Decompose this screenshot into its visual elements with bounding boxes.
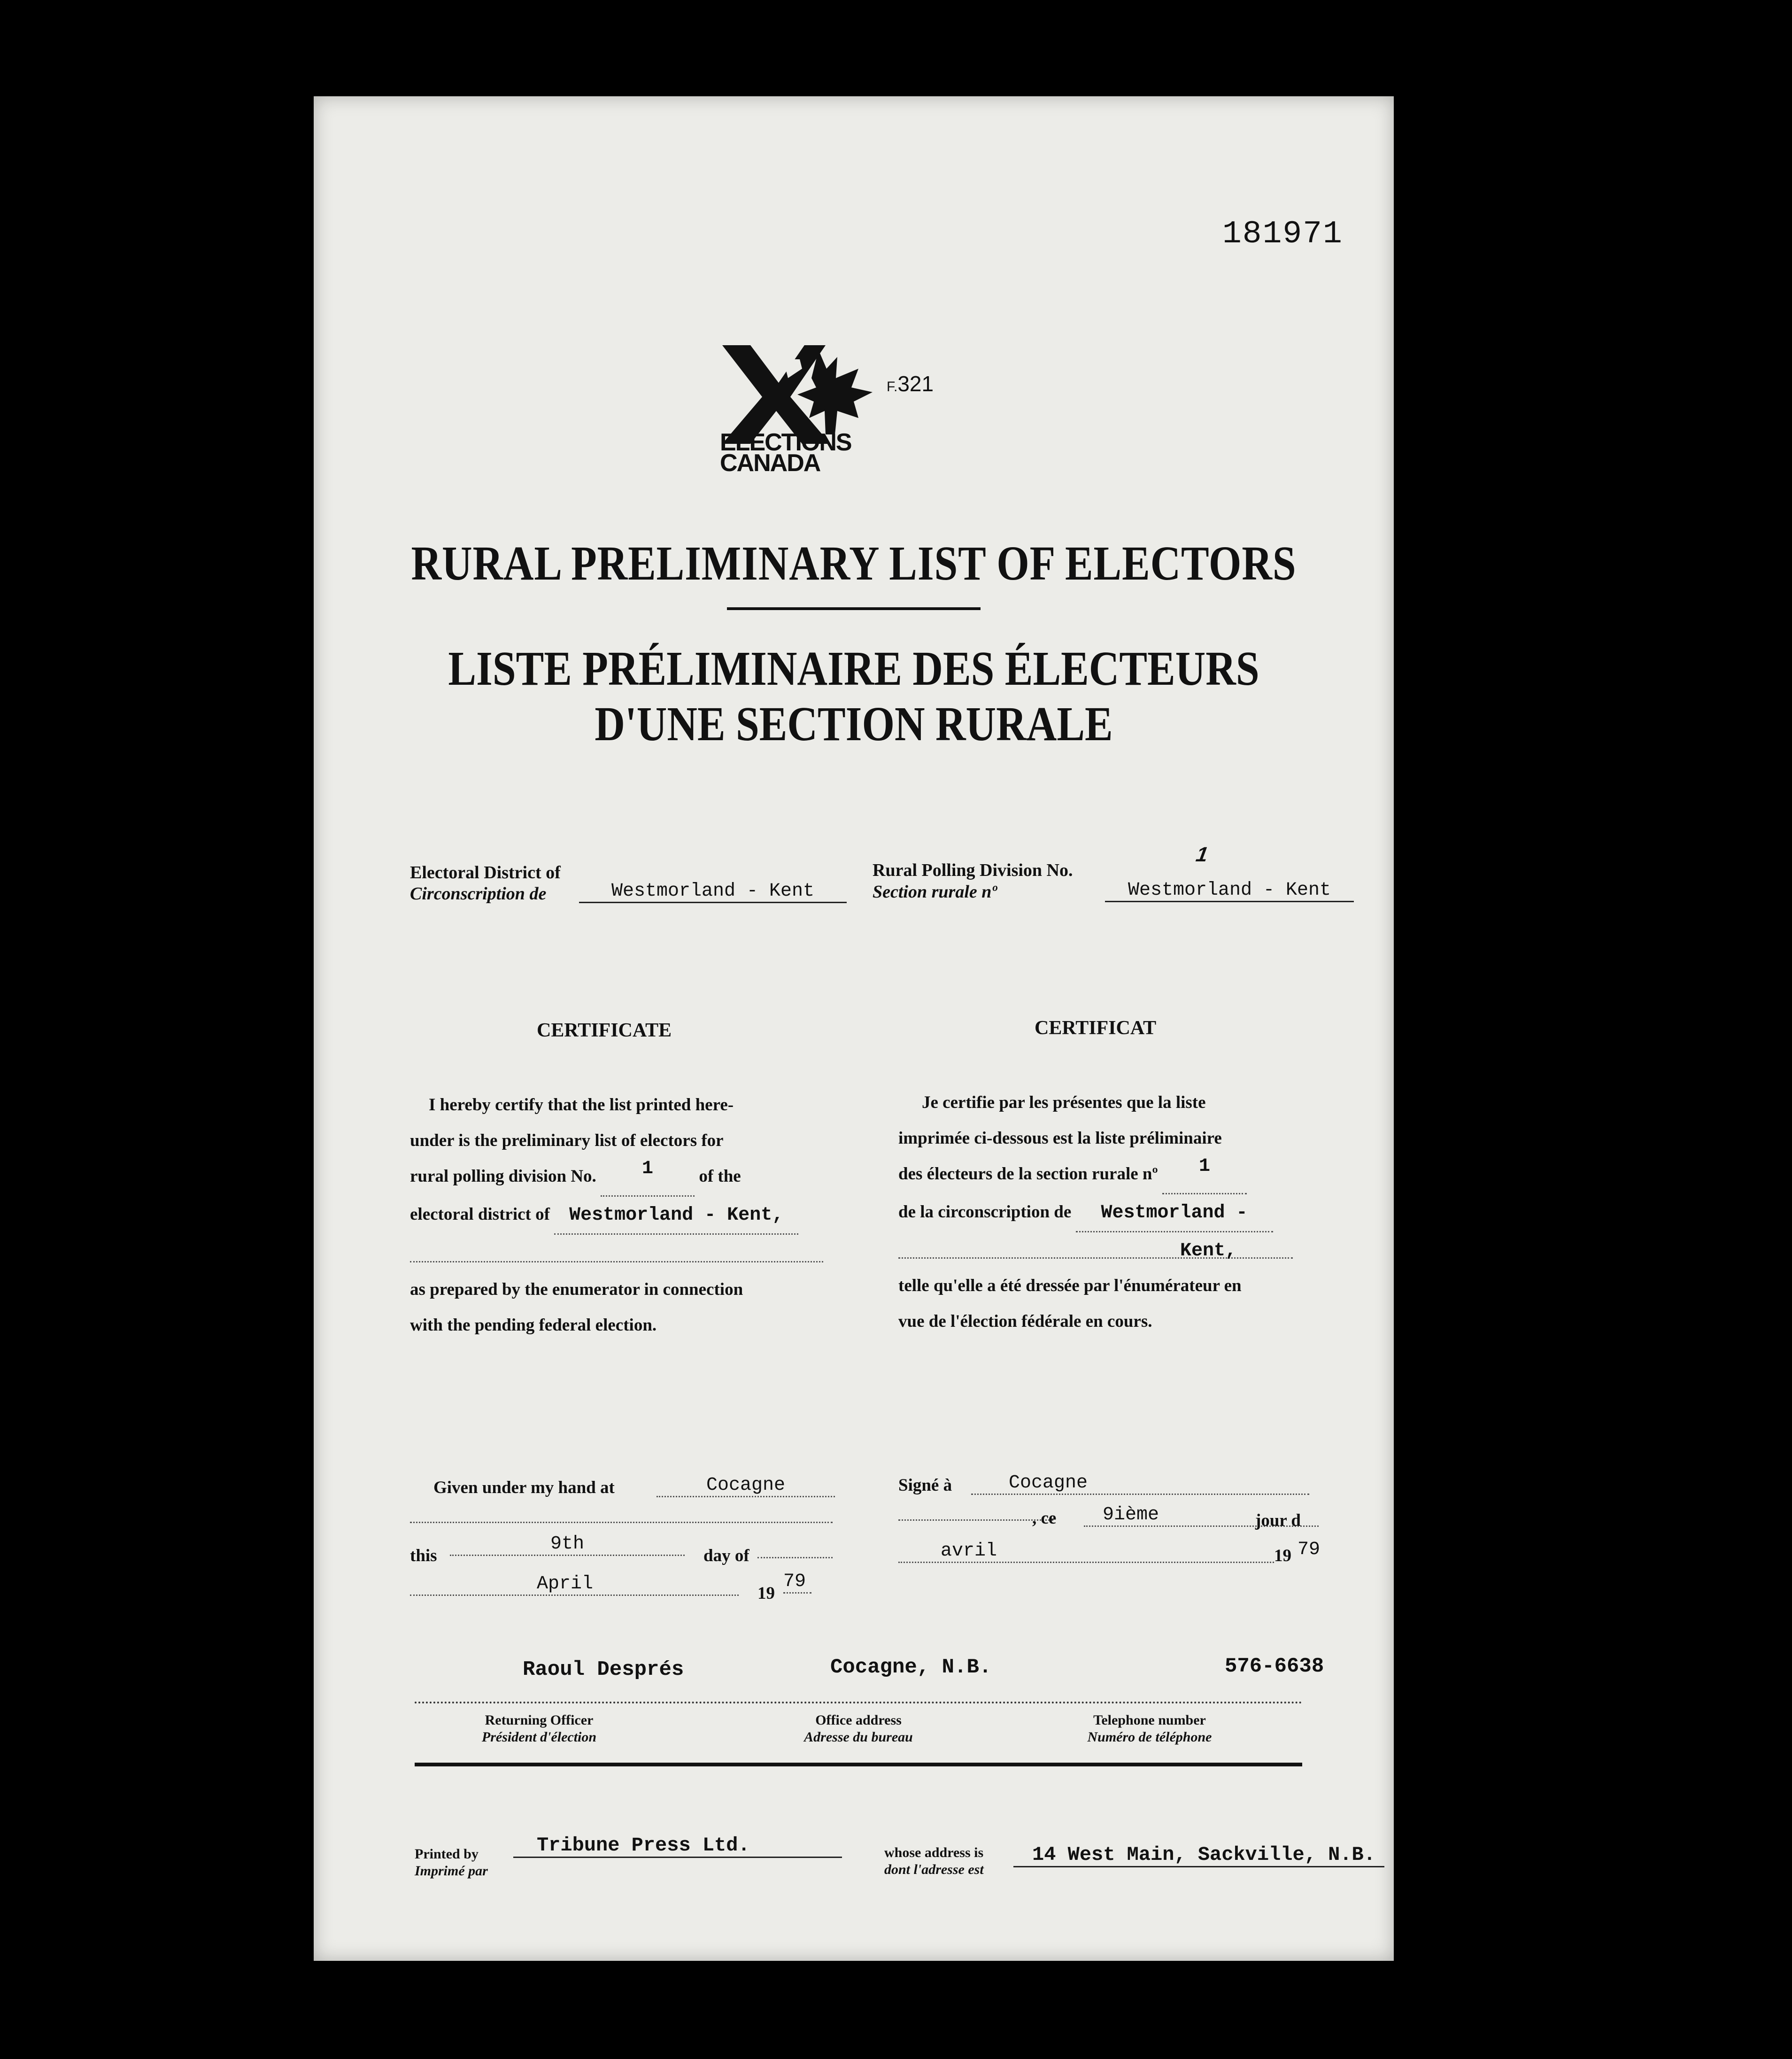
cert-en-place: Cocagne bbox=[657, 1475, 835, 1497]
cert-fr-district-value-1: Westmorland - bbox=[1076, 1195, 1273, 1232]
officer-office-label-en: Office address bbox=[815, 1712, 902, 1728]
cert-fr-line4 bbox=[898, 1194, 1330, 1232]
logo-text-elections: ELECTIONS bbox=[720, 429, 851, 456]
cert-en-this-label: this bbox=[410, 1546, 437, 1565]
district-label-fr: Circonscription de bbox=[410, 884, 547, 904]
title-french bbox=[389, 641, 1318, 752]
cert-en-line4 bbox=[410, 1197, 833, 1235]
serial-number: 181971 bbox=[1222, 216, 1343, 252]
officer-office-label-fr: Adresse du bureau bbox=[804, 1729, 913, 1745]
cert-fr-line6: telle qu'elle a été dressée par l'énumérateur en bbox=[898, 1276, 1242, 1295]
title-french-line1: LISTE PRÉLIMINAIRE DES ÉLECTEURS bbox=[448, 642, 1259, 696]
printer-label-en: Printed by bbox=[415, 1846, 479, 1862]
section-divider bbox=[415, 1763, 1302, 1766]
cert-fr-place: Cocagne bbox=[971, 1472, 1309, 1495]
cert-fr-line5 bbox=[898, 1232, 1293, 1262]
district-value: Westmorland - Kent bbox=[579, 881, 847, 903]
cert-fr-year-prefix: 19 bbox=[1274, 1546, 1291, 1565]
officer-name-label bbox=[469, 1712, 610, 1746]
officer-office: Cocagne, N.B. bbox=[830, 1656, 992, 1679]
form-number-value: 321 bbox=[897, 372, 934, 396]
polling-division-handwritten-mark: 1 bbox=[1192, 843, 1213, 866]
title-english: RURAL PRELIMINARY LIST OF ELECTORS bbox=[411, 536, 1297, 590]
form-number bbox=[887, 371, 934, 396]
logo-text-canada: CANADA bbox=[720, 449, 820, 477]
cert-en-line2: under is the preliminary list of electors for bbox=[410, 1131, 724, 1150]
polling-division-label-en: Rural Polling Division No. bbox=[873, 860, 1073, 880]
cert-en-day-of-label: day of bbox=[703, 1546, 749, 1565]
cert-en-line3a: rural polling division No. bbox=[410, 1167, 596, 1186]
certificate-heading-fr: CERTIFICAT bbox=[1035, 1017, 1157, 1039]
cert-en-line3 bbox=[410, 1159, 833, 1197]
title-divider bbox=[727, 607, 981, 610]
polling-division-label-fr: Section rurale nº bbox=[873, 882, 997, 902]
printer-address-label bbox=[884, 1844, 984, 1878]
cert-fr-month: avril bbox=[898, 1540, 1274, 1563]
cert-en-place-line2 bbox=[410, 1508, 833, 1523]
cert-en-month: April bbox=[410, 1573, 739, 1596]
officer-name-label-fr: Président d'élection bbox=[481, 1729, 597, 1745]
cert-en-line7: with the pending federal election. bbox=[410, 1316, 657, 1335]
cert-fr-line7: vue de l'élection fédérale en cours. bbox=[898, 1312, 1152, 1331]
officer-signature-line bbox=[415, 1702, 1302, 1703]
cert-fr-ce-label: , ce bbox=[1032, 1509, 1057, 1528]
officer-phone: 576-6638 bbox=[1225, 1655, 1324, 1678]
cert-fr-division-no: 1 bbox=[1198, 1156, 1210, 1177]
certificate-heading-en: CERTIFICATE bbox=[537, 1020, 672, 1041]
cert-fr-jour-label: jour d bbox=[1255, 1511, 1301, 1530]
cert-en-given-label: Given under my hand at bbox=[433, 1478, 615, 1497]
cert-fr-line3 bbox=[898, 1156, 1330, 1194]
cert-fr-ce-line bbox=[898, 1519, 1053, 1521]
elections-canada-logo bbox=[718, 341, 887, 481]
cert-en-year-suffix: 79 bbox=[783, 1571, 811, 1594]
document-page bbox=[314, 96, 1394, 1961]
printer-label bbox=[415, 1846, 488, 1880]
officer-name-label-en: Returning Officer bbox=[485, 1712, 594, 1728]
cert-en-district-value: Westmorland - Kent, bbox=[554, 1198, 798, 1235]
officer-phone-label-en: Telephone number bbox=[1093, 1712, 1206, 1728]
cert-fr-day: 9ième bbox=[1084, 1504, 1319, 1527]
officer-phone-label-fr: Numéro de téléphone bbox=[1087, 1729, 1212, 1745]
cert-fr-signed-label: Signé à bbox=[898, 1476, 952, 1495]
printer-address-label-fr: dont l'adresse est bbox=[884, 1862, 984, 1877]
cert-fr-line3-label: des électeurs de la section rurale nº bbox=[898, 1164, 1158, 1184]
cert-en-year-prefix: 19 bbox=[757, 1584, 775, 1603]
cert-en-division-no: 1 bbox=[642, 1158, 654, 1179]
cert-fr-line2: imprimée ci-dessous est la liste préliminaire bbox=[898, 1129, 1222, 1148]
officer-office-label bbox=[783, 1712, 934, 1746]
printer-address-label-en: whose address is bbox=[884, 1845, 984, 1860]
cert-en-day: 9th bbox=[450, 1533, 685, 1556]
form-number-prefix: F. bbox=[887, 379, 898, 395]
printer-label-fr: Imprimé par bbox=[415, 1863, 488, 1879]
printer-address: 14 West Main, Sackville, N.B. bbox=[1013, 1843, 1384, 1867]
officer-name: Raoul Després bbox=[523, 1658, 684, 1681]
cert-fr-line4-label: de la circonscription de bbox=[898, 1202, 1072, 1222]
cert-en-dayof-line bbox=[757, 1557, 833, 1558]
cert-fr-year-suffix: 79 bbox=[1298, 1539, 1321, 1560]
polling-division-value: Westmorland - Kent bbox=[1105, 880, 1354, 902]
cert-en-line1: I hereby certify that the list printed here- bbox=[429, 1095, 734, 1115]
cert-en-line3b: of the bbox=[699, 1167, 741, 1186]
cert-fr-line1: Je certifie par les présentes que la liste bbox=[922, 1093, 1206, 1112]
certificate-text-fr bbox=[898, 1085, 1330, 1339]
cert-en-blank-line bbox=[410, 1235, 823, 1262]
officer-phone-label bbox=[1065, 1712, 1234, 1746]
printer-name: Tribune Press Ltd. bbox=[513, 1834, 842, 1858]
title-french-line2: D'UNE SECTION RURALE bbox=[595, 697, 1113, 751]
cert-fr-district-value-2: Kent, bbox=[1180, 1240, 1236, 1262]
district-label-en: Electoral District of bbox=[410, 863, 561, 882]
certificate-text-en bbox=[410, 1087, 833, 1343]
cert-en-line4-label: electoral district of bbox=[410, 1205, 550, 1224]
cert-en-line6: as prepared by the enumerator in connection bbox=[410, 1280, 743, 1299]
